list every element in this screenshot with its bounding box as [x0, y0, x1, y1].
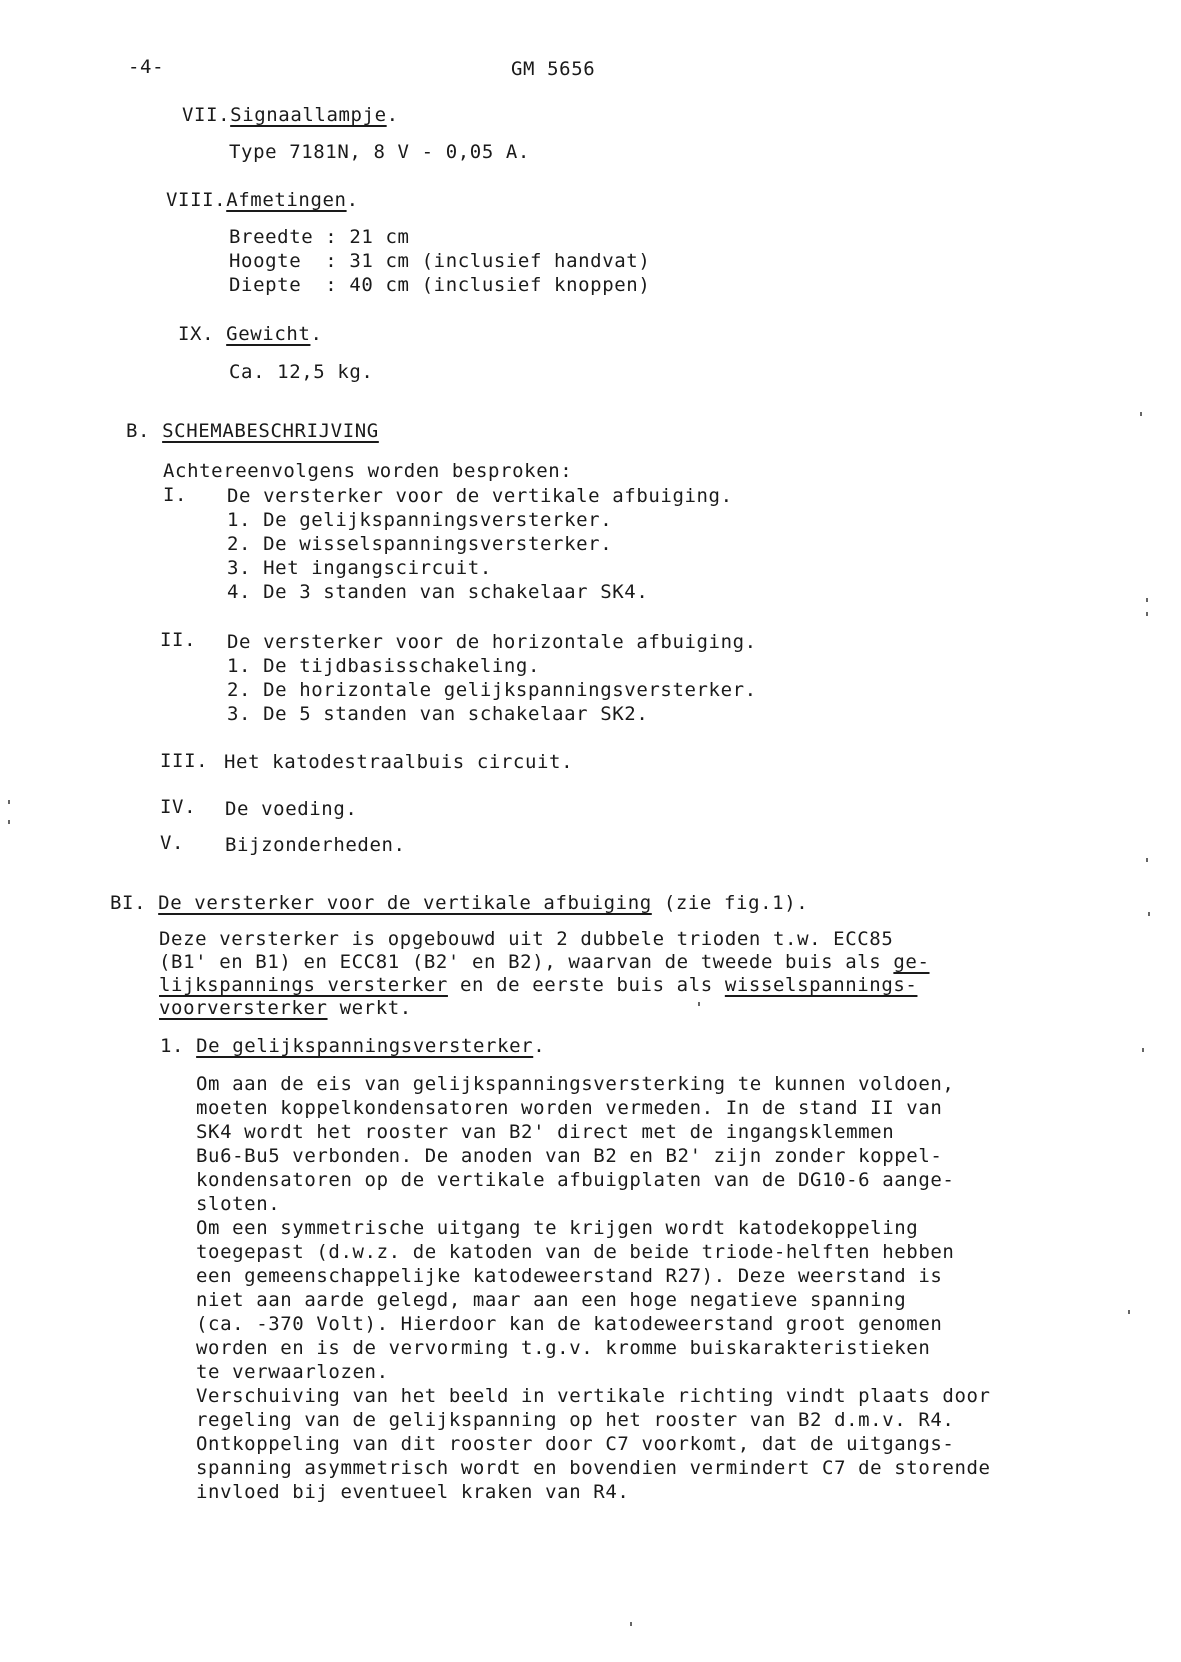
dimension-row: Diepte : 40 cm (inclusief knoppen)	[229, 274, 651, 296]
body-line: een gemeenschappelijke katodeweerstand R27). Deze weerstand is	[196, 1265, 943, 1287]
body-line: (ca. -370 Volt). Hierdoor kan de katodeweerstand groot genomen	[196, 1313, 943, 1335]
body-line: spanning asymmetrisch wordt en bovendien vermindert C7 de storende	[196, 1457, 991, 1479]
para-underlined-text: ge-	[893, 951, 930, 973]
section-viii-title-end: .	[346, 189, 359, 211]
body-line: Om een symmetrische uitgang te krijgen wordt katodekoppeling	[196, 1217, 919, 1239]
para-text: werkt.	[327, 997, 412, 1019]
outline-item: 2. De wisselspanningsversterker.	[227, 533, 613, 555]
outline-numeral: I.	[163, 484, 188, 506]
outline-item: 1. De tijdbasisschakeling.	[227, 655, 541, 677]
document-code: GM 5656	[511, 58, 596, 80]
scan-speck	[1148, 912, 1150, 916]
section-ix-heading	[178, 323, 323, 345]
para-underlined-text: voorversterker	[159, 997, 328, 1019]
body-line: regeling van de gelijkspanning op het rooster van B2 d.m.v. R4.	[196, 1409, 955, 1431]
body-line: niet aan aarde gelegd, maar aan een hoge negatieve spanning	[196, 1289, 907, 1311]
section-bi-para-line: Deze versterker is opgebouwd uit 2 dubbele trioden t.w. ECC85	[159, 928, 894, 950]
body-line: sloten.	[196, 1193, 281, 1215]
section-b-letter: B.	[126, 420, 151, 442]
section-bi-para-line	[159, 951, 930, 973]
scan-speck	[8, 800, 10, 804]
section-b-heading	[126, 420, 379, 442]
outline-title: De versterker voor de horizontale afbuiging.	[227, 631, 757, 653]
section-vii-heading	[182, 104, 399, 126]
section-vii-title: Signaallampje	[230, 104, 387, 126]
dimension-row: Hoogte : 31 cm (inclusief handvat)	[229, 250, 651, 272]
body-line: SK4 wordt het rooster van B2' direct met de ingangsklemmen	[196, 1121, 895, 1143]
body-line: worden en is de vervorming t.g.v. kromme buiskarakteristieken	[196, 1337, 931, 1359]
scan-speck	[1146, 612, 1148, 616]
outline-title: Bijzonderheden.	[225, 834, 406, 856]
outline-title: Het katodestraalbuis circuit.	[224, 751, 574, 773]
section-bi-title-suffix: (zie fig.1).	[651, 892, 809, 914]
page-number: -4-	[128, 56, 165, 78]
section-ix-title: Gewicht	[226, 323, 311, 345]
outline-numeral: II.	[160, 629, 197, 651]
outline-item: 1. De gelijkspanningsversterker.	[227, 509, 613, 531]
scan-speck	[698, 1002, 700, 1006]
outline-numeral: IV.	[160, 796, 197, 818]
subsection-title-end: .	[533, 1035, 546, 1057]
section-b-title: SCHEMABESCHRIJVING	[162, 420, 379, 442]
scan-speck	[1128, 1310, 1130, 1314]
section-bi-title: De versterker voor de vertikale afbuiging	[158, 892, 652, 914]
outline-numeral: V.	[160, 832, 185, 854]
section-bi-para-line	[159, 974, 917, 996]
section-b-intro: Achtereenvolgens worden besproken:	[163, 460, 573, 482]
para-text: en de eerste buis als	[447, 974, 725, 996]
subsection-title: De gelijkspanningsversterker	[196, 1035, 534, 1057]
subsection-heading	[160, 1035, 545, 1057]
dimension-row: Breedte : 21 cm	[229, 226, 410, 248]
outline-item: 3. De 5 standen van schakelaar SK2.	[227, 703, 649, 725]
section-vii-title-end: .	[386, 104, 399, 126]
body-line: te verwaarlozen.	[196, 1361, 389, 1383]
para-underlined-text: lijkspannings versterker	[159, 974, 448, 996]
outline-title: De versterker voor de vertikale afbuiging.	[227, 485, 733, 507]
scan-speck	[1146, 598, 1148, 602]
scan-speck	[1140, 412, 1142, 416]
para-underlined-text: wisselspannings-	[724, 974, 918, 996]
section-vii-line: Type 7181N, 8 V - 0,05 A.	[229, 141, 530, 163]
body-line: toegepast (d.w.z. de katoden van de beide triode-helften hebben	[196, 1241, 955, 1263]
section-viii-heading	[166, 189, 359, 211]
section-vii-numeral: VII.	[182, 104, 231, 126]
section-bi-numeral: BI.	[110, 892, 147, 914]
body-line: kondensatoren op de vertikale afbuigplaten van de DG10-6 aange-	[196, 1169, 955, 1191]
scan-speck	[1146, 858, 1148, 862]
section-bi-heading	[110, 892, 808, 914]
section-ix-title-end: .	[310, 323, 323, 345]
outline-numeral: III.	[160, 750, 209, 772]
section-viii-numeral: VIII.	[166, 189, 227, 211]
scan-speck	[1142, 1048, 1144, 1052]
body-line: Bu6-Bu5 verbonden. De anoden van B2 en B2' zijn zonder koppel-	[196, 1145, 943, 1167]
subsection-number: 1.	[160, 1035, 185, 1057]
scan-speck	[8, 820, 10, 824]
outline-item: 3. Het ingangscircuit.	[227, 557, 492, 579]
body-line: Verschuiving van het beeld in vertikale richting vindt plaats door	[196, 1385, 991, 1407]
body-line: Om aan de eis van gelijkspanningsversterking te kunnen voldoen,	[196, 1073, 955, 1095]
body-line: invloed bij eventueel kraken van R4.	[196, 1481, 630, 1503]
section-viii-title: Afmetingen	[226, 189, 347, 211]
outline-item: 2. De horizontale gelijkspanningsversterker.	[227, 679, 757, 701]
section-ix-line: Ca. 12,5 kg.	[229, 361, 374, 383]
section-ix-numeral: IX.	[178, 323, 215, 345]
outline-item: 4. De 3 standen van schakelaar SK4.	[227, 581, 649, 603]
section-bi-para-line	[159, 997, 412, 1019]
para-text: (B1' en B1) en ECC81 (B2' en B2), waarvan de tweede buis als	[159, 951, 894, 973]
body-line: Ontkoppeling van dit rooster door C7 voorkomt, dat de uitgangs-	[196, 1433, 955, 1455]
outline-title: De voeding.	[225, 798, 358, 820]
body-line: moeten koppelkondensatoren worden vermeden. In de stand II van	[196, 1097, 943, 1119]
scan-speck	[630, 1622, 632, 1626]
